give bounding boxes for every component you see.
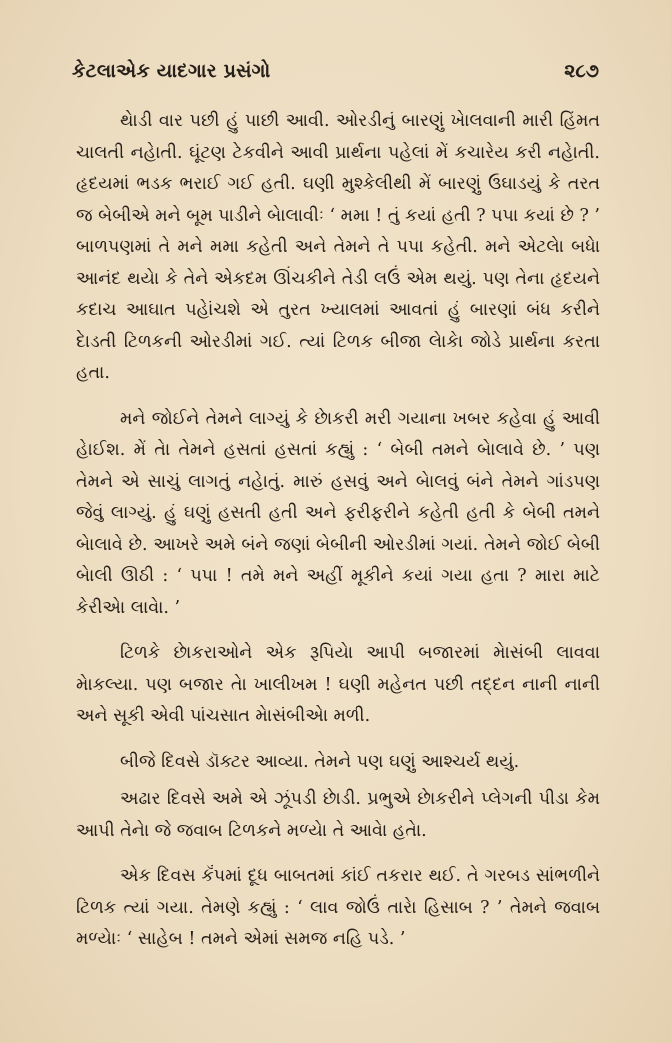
paragraph: બીજે દિવસે ડૉક્ટર આવ્યા. તેમને પણ ઘણું આશ્ચર્ય થયું.	[120, 751, 520, 772]
page-header	[72, 60, 599, 90]
paragraph: થેાડી વાર પછી હું પાછી આવી. ઓરડીનું બારણું ખેાલવાની મારી હિંમત ચાલતી નહેાતી. ઘૂંટણ ટેકવીને આવી પ્રાર્થના પહેલાં મેં કચારેય કરી નહેાતી. હૃદયમાં ભડક ભરાઈ ગઈ હતી. ઘણી મુશ્કેલીથી મેં બારણું ઉઘાડયું કે તરત જ બેબીએ મને બૂમ પાડીને બેાલાવીઃ ‘ મમા ! તું કયાં હતી ? પપા કયાં છે ? ’ બાળપણમાં તે મને મમા કહેતી અને તેમને તે પપા કહેતી. મને એટલેા બધેા આનંદ થયેા કે તેને એકદમ ઊંચકીને તેડી લઉં એમ થયું. પણ તેના હૃદયને કદાચ આઘાત પહેાંચશે એ તુરત ખ્યાલમાં આવતાં હું બારણાં બંધ કરીને દેાડતી ટિળકની ઓરડીમાં ગઈ. ત્યાં ટિળક બીજા લેાકેા જોડે પ્રાર્થના કરતા હતા.	[76, 111, 600, 383]
paragraph: અઢાર દિવસે અમે એ ઝૂંપડી છેાડી. પ્રભુએ છેાકરીને પ્લેગની પીડા કેમ આપી તેનેા જે જવાબ ટિળકને મળ્યેા તે આવેા હતેા.	[76, 789, 600, 841]
paragraph: મને જોઈને તેમને લાગ્યું કે છેાકરી મરી ગયાના ખબર કહેવા હું આવી હેાઈશ. મેં તેા તેમને હસતાં હસતાં કહ્યું : ‘ બેબી તમને બેાલાવે છે. ’ પણ તેમને એ સાચું લાગતું નહેાતું. મારું હસવું અને બેાલવું બંને તેમને ગાંડપણ જેવું લાગ્યું. હું ઘણું હસતી હતી અને ફરીફરીને કહેતી હતી કે બેબી તમને બેાલાવે છે. આખરે અમે બંને જણાં બેબીની ઓરડીમાં ગયાં. તેમને જોઈ બેબી બેાલી ઊઠી : ‘ પપા ! તમે મને અહીં મૂકીને કયાં ગયા હતા ? મારા માટે કેરીએા લાવેા. ’	[76, 408, 600, 618]
running-head: કેટલાએક યાદગાર પ્રસંગો	[72, 60, 271, 82]
page-number: ૨૮૭	[564, 60, 599, 82]
paragraph: એક દિવસ કૅંપમાં દૂધ બાબતમાં કાંઈ તકરાર થઈ. તે ગરબડ સાંભળીને ટિળક ત્યાં ગયા. તેમણે કહ્યું : ‘ લાવ જોઉં તારેા હિસાબ ? ’ તેમને જવાબ મળ્યેાઃ ‘ સાહેબ ! તમને એમાં સમજ નહિ પડે. ’	[76, 866, 600, 949]
body-text	[76, 106, 600, 970]
paragraph: ટિળકે છેાકરાઓને એક રૂપિયેા આપી બજારમાં મેાસંબી લાવવા મેાકલ્યા. પણ બજાર તેા ખાલીખમ ! ઘણી મહેનત પછી તદ્દન નાની નાની અને સૂકી એવી પાંચસાત મેાસંબીએા મળી.	[76, 643, 600, 726]
